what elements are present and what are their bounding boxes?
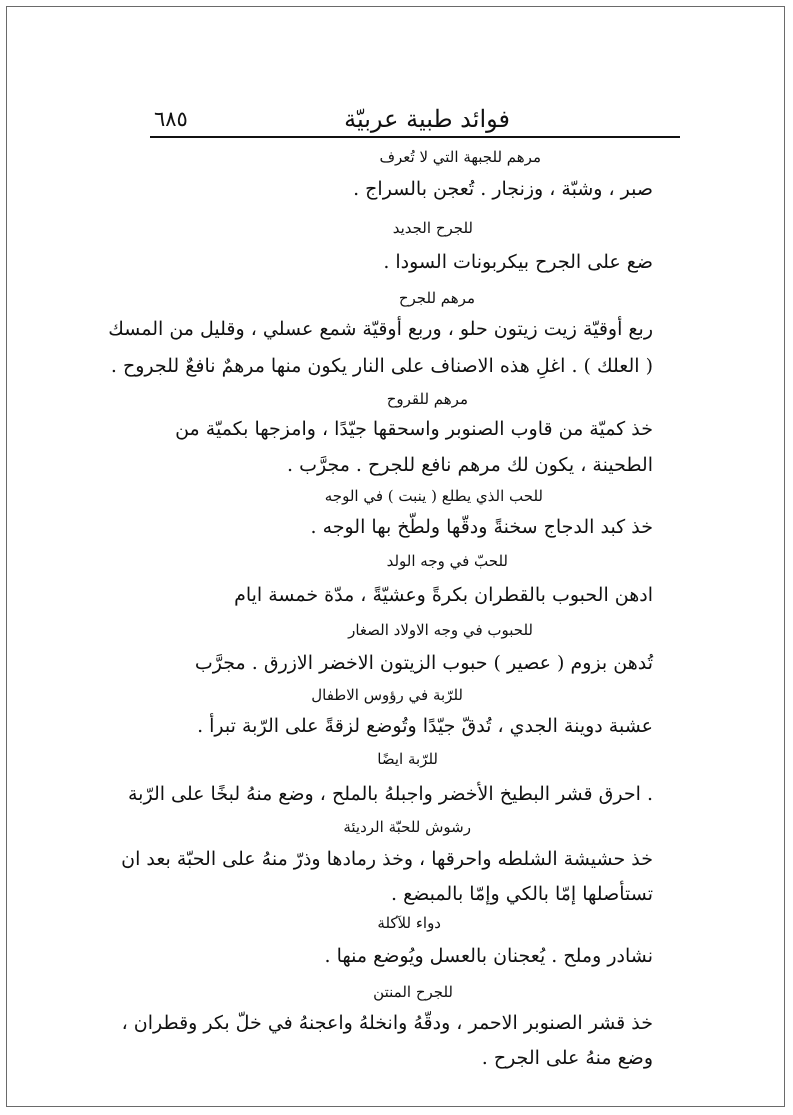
recipe-line: خذ كبد الدجاج سخنةً ودقّها ولطّخ بها الوجه .: [310, 516, 653, 538]
recipe-line: . احرق قشر البطيخ الأخضر واجبلهُ بالملح ، وضع منهُ لبخًا على الرّبة: [127, 783, 653, 805]
section-heading: للجرح المنتن: [373, 983, 453, 1001]
recipe-line: خذ حشيشة الشلطه واحرقها ، وخذ رمادها وذرّ منهُ على الحبّة بعد ان: [121, 848, 653, 870]
section-heading: رشوش للحبّة الرديئة: [343, 818, 471, 836]
section-heading: للرّبة في رؤوس الاطفال: [311, 686, 463, 704]
recipe-line: وضع منهُ على الجرح .: [481, 1047, 653, 1069]
recipe-line: ربع أوقيّة زيت زيتون حلو ، وربع أوقيّة شمع عسلي ، وقليل من المسك: [108, 318, 653, 340]
section-heading: للحبوب في وجه الاولاد الصغار: [348, 621, 533, 639]
running-title: فوائد طبية عربيّة: [344, 105, 510, 133]
recipe-line: تستأصلها إمّا بالكي وإمّا بالمبضع .: [390, 883, 653, 905]
recipe-line: ادهن الحبوب بالقطران بكرةً وعشيّةً ، مدّة خمسة ايام: [234, 584, 653, 606]
section-heading: مرهم للجرح: [398, 289, 475, 307]
section-heading: مرهم للقروح: [386, 390, 468, 408]
recipe-line: خذ كميّة من قاوب الصنوبر واسحقها جيّدًا ، وامزجها بكميّة من: [175, 418, 653, 440]
section-heading: مرهم للجبهة التي لا تُعرف: [379, 148, 541, 166]
header-rule: [150, 136, 680, 138]
recipe-line: خذ قشر الصنوبر الاحمر ، ودقّهُ وانخلهُ واعجنهُ في خلّ بكر وقطران ،: [121, 1012, 653, 1034]
section-heading: للحبّ في وجه الولد: [386, 552, 508, 570]
recipe-line: نشادر وملح . يُعجنان بالعسل ويُوضع منها .: [324, 945, 653, 967]
section-heading: للرّبة ايضًا: [377, 750, 438, 768]
recipe-line: ضع على الجرح بيكربونات السودا .: [383, 251, 653, 273]
page-number: ٦٨٥: [154, 107, 188, 131]
section-heading: للحب الذي يطلع ( ينبت ) في الوجه: [324, 487, 543, 505]
section-heading: للجرح الجديد: [392, 219, 473, 237]
recipe-line: عشبة دوينة الجدي ، تُدقّ جيّدًا وتُوضع لزقةً على الرّبة تبرأ .: [197, 715, 653, 737]
section-heading: دواء للآكلة: [377, 914, 441, 932]
recipe-line: تُدهن بزوم ( عصير ) حبوب الزيتون الاخضر الازرق . مجرَّب: [194, 652, 653, 674]
recipe-line: ( العلك ) . اغلِ هذه الاصناف على النار يكون منها مرهمٌ نافعٌ للجروح .: [110, 355, 653, 377]
recipe-line: صبر ، وشبّة ، وزنجار . تُعجن بالسراج .: [353, 178, 653, 200]
recipe-line: الطحينة ، يكون لك مرهم نافع للجرح . مجرَّب .: [287, 454, 653, 476]
page-header: [150, 103, 680, 137]
